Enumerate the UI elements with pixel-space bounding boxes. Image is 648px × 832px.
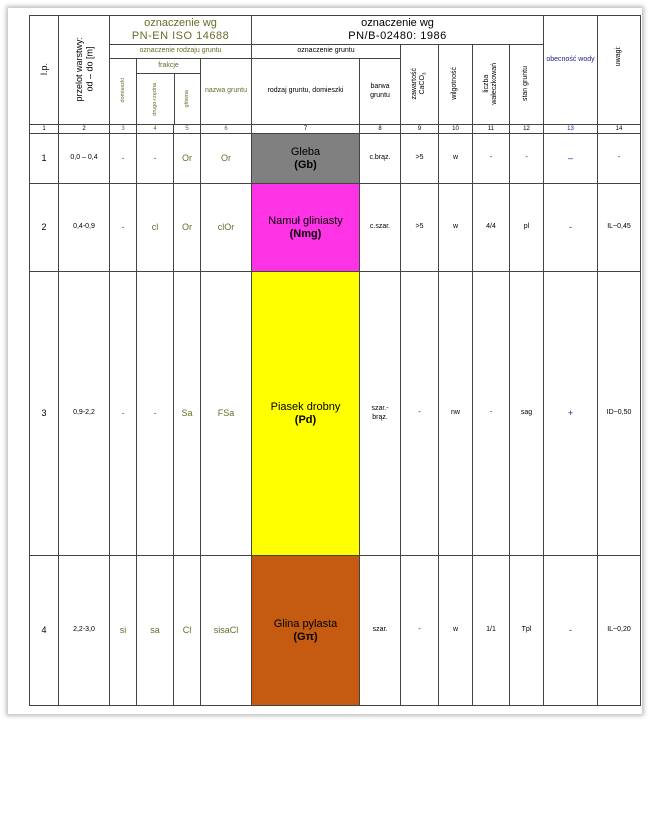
cell-stan: sag <box>510 272 544 556</box>
cell-depth: 2,2-3,0 <box>59 556 110 706</box>
cell-uwagi: - <box>598 134 641 184</box>
cell-nazwa: clOr <box>201 184 252 272</box>
cell-lp: 1 <box>30 134 59 184</box>
header-rodzaj: rodzaj gruntu, domieszki <box>252 59 360 125</box>
cell-uwagi: IL~0,45 <box>598 184 641 272</box>
cell-barwa: szar.- brąz. <box>360 272 401 556</box>
cell-wilg: w <box>439 134 473 184</box>
soil-code: (Gπ) <box>293 630 318 643</box>
header-pn: oznaczenie wg PN/B-02480: 1986 <box>252 16 544 45</box>
soil-name: Glina pylasta <box>273 617 338 630</box>
header-zawartosc: zawartość CaCO$_3$ <box>401 45 439 125</box>
column-number: 1 <box>30 125 59 134</box>
cell-lp: 3 <box>30 272 59 556</box>
header-barwa: barwa gruntu <box>360 59 401 125</box>
document-sheet <box>8 8 642 714</box>
cell-liczba: 1/1 <box>473 556 510 706</box>
column-number: 8 <box>360 125 401 134</box>
cell-glow: Or <box>174 184 201 272</box>
cell-uwagi: ID~0,50 <box>598 272 641 556</box>
column-number: 5 <box>174 125 201 134</box>
cell-wilg: w <box>439 184 473 272</box>
soil-name: Namuł gliniasty <box>268 214 343 227</box>
column-numbers-row <box>30 125 641 134</box>
table-row <box>30 134 641 184</box>
cell-woda: - <box>544 184 598 272</box>
cell-barwa: c.szar. <box>360 184 401 272</box>
cell-stan: pl <box>510 184 544 272</box>
cell-glow: Cl <box>174 556 201 706</box>
soil-name: Gleba <box>290 145 321 158</box>
column-number: 11 <box>473 125 510 134</box>
header-iso: oznaczenie wg PN-EN ISO 14688 <box>110 16 252 45</box>
table-row <box>30 184 641 272</box>
header-wilgotnosc: wilgotność <box>439 45 473 125</box>
header-domieszki: domieszki <box>110 59 137 125</box>
header-lp: l.p. <box>30 16 59 125</box>
cell-caco: >5 <box>401 134 439 184</box>
soil-name: Piasek drobny <box>270 400 341 413</box>
cell-caco: - <box>401 556 439 706</box>
column-number: 12 <box>510 125 544 134</box>
cell-barwa: szar. <box>360 556 401 706</box>
cell-nazwa: sisaCl <box>201 556 252 706</box>
cell-depth: 0,9-2,2 <box>59 272 110 556</box>
table-row <box>30 556 641 706</box>
cell-nazwa: FSa <box>201 272 252 556</box>
header-pn-sub: oznaczenie gruntu <box>252 45 401 59</box>
cell-wilg: w <box>439 556 473 706</box>
cell-woda: – <box>544 134 598 184</box>
cell-lp: 2 <box>30 184 59 272</box>
cell-depth: 0,4-0,9 <box>59 184 110 272</box>
cell-barwa: c.brąz. <box>360 134 401 184</box>
header-nazwa: nazwa gruntu <box>201 59 252 125</box>
cell-liczba: 4/4 <box>473 184 510 272</box>
cell-wilg: nw <box>439 272 473 556</box>
cell-drug: sa <box>137 556 174 706</box>
cell-glow: Or <box>174 134 201 184</box>
header-frakcje: frakcje drugo-rzędna główna <box>137 59 201 125</box>
cell-nazwa: Or <box>201 134 252 184</box>
soil-layers-table <box>29 15 641 706</box>
column-number: 10 <box>439 125 473 134</box>
header-stan: stan gruntu <box>510 45 544 125</box>
column-number: 6 <box>201 125 252 134</box>
cell-dom: si <box>110 556 137 706</box>
soil-code: (Gb) <box>294 158 317 171</box>
column-number: 7 <box>252 125 360 134</box>
header-iso-sub: oznaczenie rodzaju gruntu <box>110 45 252 59</box>
header-depth: przelot warstwy: od – do [m] <box>59 16 110 125</box>
column-number: 9 <box>401 125 439 134</box>
cell-caco: >5 <box>401 184 439 272</box>
cell-glow: Sa <box>174 272 201 556</box>
cell-drug: cl <box>137 184 174 272</box>
cell-uwagi: IL~0,20 <box>598 556 641 706</box>
cell-stan: - <box>510 134 544 184</box>
cell-lp: 4 <box>30 556 59 706</box>
soil-color-swatch <box>252 272 360 556</box>
column-number: 3 <box>110 125 137 134</box>
soil-color-swatch <box>252 134 360 184</box>
cell-drug: - <box>137 272 174 556</box>
header-liczba: liczba wałeczkowań <box>473 45 510 125</box>
cell-caco: - <box>401 272 439 556</box>
header-obecnosc: obecność wody <box>544 16 598 125</box>
soil-color-swatch <box>252 556 360 706</box>
cell-liczba: - <box>473 134 510 184</box>
cell-woda: - <box>544 556 598 706</box>
cell-dom: - <box>110 272 137 556</box>
soil-color-swatch <box>252 184 360 272</box>
cell-stan: Tpl <box>510 556 544 706</box>
column-number: 13 <box>544 125 598 134</box>
cell-drug: - <box>137 134 174 184</box>
column-number: 14 <box>598 125 641 134</box>
cell-dom: - <box>110 184 137 272</box>
cell-depth: 0,0 – 0,4 <box>59 134 110 184</box>
cell-liczba: - <box>473 272 510 556</box>
column-number: 4 <box>137 125 174 134</box>
cell-woda: + <box>544 272 598 556</box>
column-number: 2 <box>59 125 110 134</box>
soil-code: (Nmg) <box>289 227 322 240</box>
header-uwagi: uwagi: <box>598 16 641 125</box>
soil-code: (Pd) <box>294 413 317 426</box>
cell-dom: - <box>110 134 137 184</box>
table-row <box>30 272 641 556</box>
